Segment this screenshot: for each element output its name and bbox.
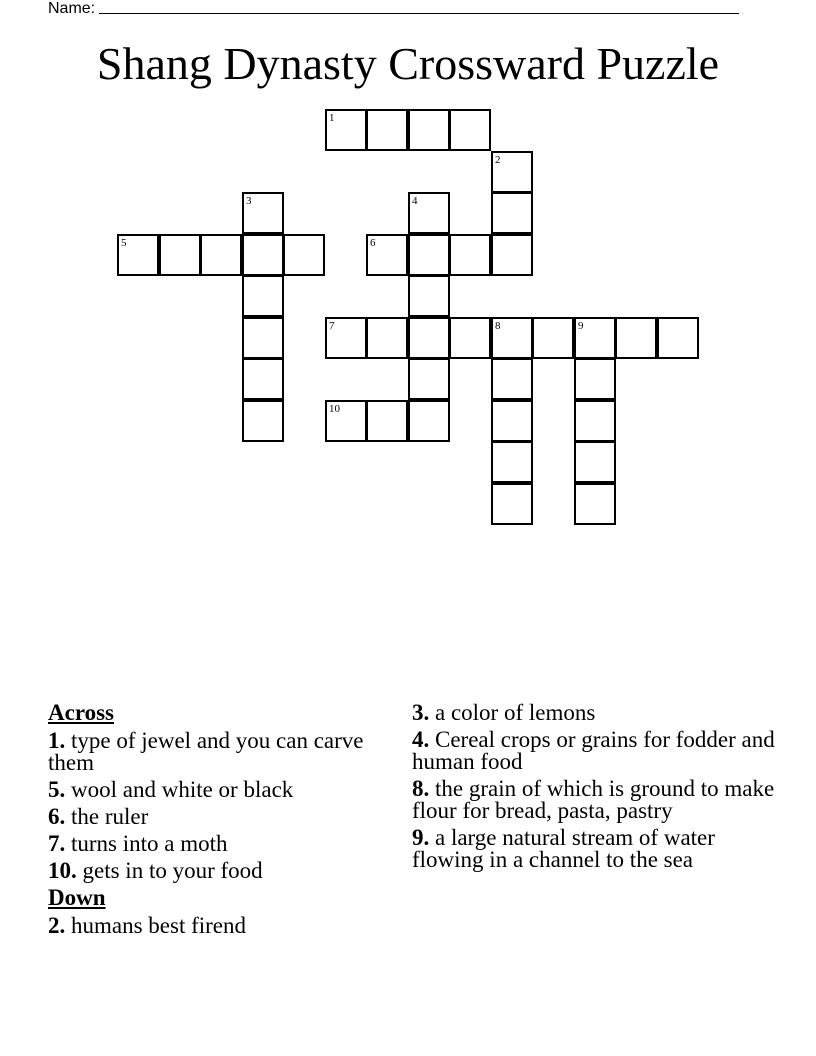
grid-cell[interactable] [117, 234, 159, 276]
clue-text: the ruler [71, 804, 149, 829]
across-heading: Across [48, 700, 115, 725]
grid-cell[interactable] [491, 483, 533, 525]
grid-cell[interactable] [408, 234, 450, 276]
clue-text: gets in to your food [82, 858, 263, 883]
cell-number: 5 [121, 237, 127, 249]
grid-cell[interactable] [574, 317, 616, 359]
clue-across-7 [48, 833, 378, 855]
clue-across-1 [48, 730, 378, 774]
grid-cell[interactable] [491, 151, 533, 193]
clue-number: 5. [48, 777, 66, 802]
cell-number: 8 [495, 320, 501, 332]
grid-cell[interactable] [242, 275, 284, 317]
grid-cell[interactable] [366, 109, 408, 151]
cell-number: 7 [329, 320, 335, 332]
grid-cell[interactable] [242, 234, 284, 276]
grid-cell[interactable] [242, 192, 284, 234]
cell-number: 1 [329, 112, 335, 124]
clue-text: wool and white or black [71, 777, 294, 802]
clues-left-column [48, 702, 378, 942]
clue-number: 4. [412, 727, 430, 752]
cell-number: 2 [495, 154, 501, 166]
grid-cell[interactable] [449, 109, 491, 151]
grid-cell[interactable] [366, 317, 408, 359]
grid-cell[interactable] [283, 234, 325, 276]
clue-across-6 [48, 806, 378, 828]
grid-cell[interactable] [408, 400, 450, 442]
grid-cell[interactable] [574, 483, 616, 525]
grid-cell[interactable] [449, 317, 491, 359]
grid-cell[interactable] [532, 317, 574, 359]
grid-cell[interactable] [325, 400, 367, 442]
grid-cell[interactable] [491, 441, 533, 483]
page-title: Shang Dynasty Crossward Puzzle [96, 38, 720, 89]
clue-down-9 [412, 827, 782, 871]
grid-cell[interactable] [408, 192, 450, 234]
grid-cell[interactable] [408, 317, 450, 359]
clue-across-5 [48, 779, 378, 801]
grid-cell[interactable] [491, 358, 533, 400]
grid-cell[interactable] [574, 358, 616, 400]
clue-text: turns into a moth [71, 831, 228, 856]
clue-down-3 [412, 702, 782, 724]
cell-number: 6 [370, 237, 376, 249]
grid-cell[interactable] [491, 192, 533, 234]
name-label: Name: [48, 0, 96, 17]
cell-number: 10 [329, 403, 340, 415]
clue-text: a color of lemons [435, 700, 596, 725]
clue-text: Cereal crops or grains for fodder and human food [412, 727, 775, 774]
clue-number: 6. [48, 804, 66, 829]
grid-cell[interactable] [242, 317, 284, 359]
clue-number: 8. [412, 776, 430, 801]
clue-text: a large natural stream of water flowing in a channel to the sea [412, 825, 715, 872]
down-heading: Down [48, 885, 106, 910]
clue-text: the grain of which is ground to make flour for bread, pasta, pastry [412, 776, 775, 823]
grid-cell[interactable] [408, 358, 450, 400]
clue-text: humans best firend [71, 913, 247, 938]
grid-cell[interactable] [449, 234, 491, 276]
grid-cell[interactable] [657, 317, 699, 359]
clue-number: 7. [48, 831, 66, 856]
clue-down-8 [412, 778, 782, 822]
cell-number: 4 [412, 195, 418, 207]
clue-down-4 [412, 729, 782, 773]
grid-cell[interactable] [491, 317, 533, 359]
grid-cell[interactable] [366, 234, 408, 276]
grid-cell[interactable] [408, 109, 450, 151]
cell-number: 9 [578, 320, 584, 332]
grid-cell[interactable] [574, 441, 616, 483]
clue-number: 3. [412, 700, 430, 725]
clue-across-10 [48, 860, 378, 882]
grid-cell[interactable] [408, 275, 450, 317]
clues-right-column [412, 702, 782, 876]
clue-number: 9. [412, 825, 430, 850]
clue-number: 1. [48, 728, 66, 753]
grid-cell[interactable] [325, 317, 367, 359]
grid-cell[interactable] [325, 109, 367, 151]
grid-cell[interactable] [491, 234, 533, 276]
cell-number: 3 [246, 195, 252, 207]
grid-cell[interactable] [159, 234, 201, 276]
clue-down-2 [48, 915, 378, 937]
grid-cell[interactable] [491, 400, 533, 442]
grid-cell[interactable] [574, 400, 616, 442]
grid-cell[interactable] [366, 400, 408, 442]
grid-cell[interactable] [200, 234, 242, 276]
clue-number: 10. [48, 858, 77, 883]
clue-text: type of jewel and you can carve them [48, 728, 364, 775]
grid-cell[interactable] [615, 317, 657, 359]
grid-cell[interactable] [242, 358, 284, 400]
clue-number: 2. [48, 913, 66, 938]
grid-cell[interactable] [242, 400, 284, 442]
